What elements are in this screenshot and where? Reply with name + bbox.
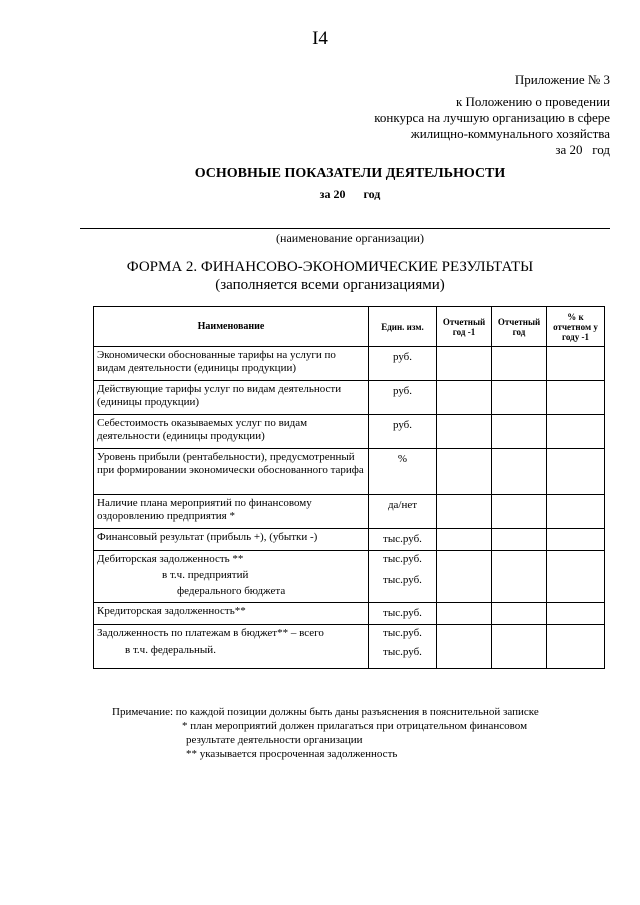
cell-report-year[interactable]: [492, 603, 547, 625]
cell-report-year[interactable]: [492, 551, 547, 603]
cell-report-year[interactable]: [492, 347, 547, 381]
organization-name-line: [80, 228, 610, 229]
cell-report-year[interactable]: [492, 381, 547, 415]
row-unit: руб.: [369, 415, 437, 449]
cell-prev-year[interactable]: [437, 529, 492, 551]
table-row: [94, 603, 605, 625]
cell-report-year[interactable]: [492, 625, 547, 669]
cell-prev-year[interactable]: [437, 415, 492, 449]
note-footnote: ** указывается просроченная задолженность: [186, 748, 398, 760]
page-number: I4: [312, 28, 328, 49]
appendix-line: за 20 год: [555, 142, 610, 157]
document-title: ОСНОВНЫЕ ПОКАЗАТЕЛИ ДЕЯТЕЛЬНОСТИ: [194, 166, 506, 181]
cell-percent[interactable]: [547, 449, 605, 495]
cell-prev-year[interactable]: [437, 603, 492, 625]
cell-prev-year[interactable]: [437, 625, 492, 669]
appendix-line: жилищно-коммунального хозяйства: [410, 126, 610, 141]
row-unit: тыс.руб.: [383, 574, 422, 586]
table-row: [94, 529, 605, 551]
cell-prev-year[interactable]: [437, 381, 492, 415]
table-header-row: [94, 307, 605, 347]
financial-results-table: [93, 306, 605, 669]
cell-prev-year[interactable]: [437, 551, 492, 603]
cell-report-year[interactable]: [492, 449, 547, 495]
row-unit: тыс.руб.: [383, 627, 422, 639]
row-unit-group: [369, 625, 437, 669]
row-name: Финансовый результат (прибыль +), (убытки -): [94, 529, 369, 551]
header-percent: % к отчетном у году -1: [547, 307, 605, 347]
organization-name-caption: (наименование организации): [276, 231, 424, 245]
cell-percent[interactable]: [547, 347, 605, 381]
row-name-group: [94, 625, 369, 669]
cell-percent[interactable]: [547, 381, 605, 415]
note-footnote: результате деятельности организации: [186, 734, 363, 746]
form-title: ФОРМА 2. ФИНАНСОВО-ЭКОНОМИЧЕСКИЕ РЕЗУЛЬТАТЫ: [126, 259, 534, 275]
table-row: [94, 495, 605, 529]
row-name: Наличие плана мероприятий по финансовому оздоровлению предприятия *: [94, 495, 369, 529]
cell-percent[interactable]: [547, 415, 605, 449]
cell-prev-year[interactable]: [437, 347, 492, 381]
row-unit: %: [369, 449, 437, 495]
cell-report-year[interactable]: [492, 529, 547, 551]
table-row: [94, 415, 605, 449]
row-unit: тыс.руб.: [383, 553, 422, 565]
appendix-title: Приложение № 3: [514, 72, 610, 87]
note-main: Примечание: по каждой позиции должны быть даны разъяснения в пояснительной записке: [112, 706, 539, 718]
header-prev-year: Отчетный год -1: [437, 307, 492, 347]
row-unit: руб.: [369, 381, 437, 415]
row-unit: да/нет: [369, 495, 437, 529]
appendix-line: к Положению о проведении: [455, 94, 610, 109]
cell-percent[interactable]: [547, 625, 605, 669]
row-name: Экономически обоснованные тарифы на услуги по видам деятельности (единицы продукции): [94, 347, 369, 381]
cell-report-year[interactable]: [492, 495, 547, 529]
cell-percent[interactable]: [547, 529, 605, 551]
row-name: Кредиторская задолженность**: [94, 603, 369, 625]
table-row: [94, 449, 605, 495]
row-name: Действующие тарифы услуг по видам деятельности (единицы продукции): [94, 381, 369, 415]
row-name: Себестоимость оказываемых услуг по видам деятельности (единицы продукции): [94, 415, 369, 449]
cell-report-year[interactable]: [492, 415, 547, 449]
row-unit: руб.: [369, 347, 437, 381]
row-name: Задолженность по платежам в бюджет** – всего: [97, 627, 324, 639]
row-subname: в т.ч. федеральный.: [125, 644, 216, 656]
note-footnote: * план мероприятий должен прилагаться при отрицательном финансовом: [182, 720, 528, 732]
cell-prev-year[interactable]: [437, 449, 492, 495]
cell-percent[interactable]: [547, 603, 605, 625]
cell-percent[interactable]: [547, 495, 605, 529]
document-year: за 20 год: [319, 187, 381, 201]
header-report-year: Отчетный год: [492, 307, 547, 347]
row-subname: федерального бюджета: [177, 585, 286, 597]
table-row: [94, 625, 605, 669]
header-unit: Един. изм.: [369, 307, 437, 347]
row-unit: тыс.руб.: [369, 603, 437, 625]
row-unit: тыс.руб.: [369, 529, 437, 551]
row-name-group: [94, 551, 369, 603]
row-unit-group: [369, 551, 437, 603]
row-unit: тыс.руб.: [383, 646, 422, 658]
row-subname: в т.ч. предприятий: [162, 569, 249, 581]
form-subtitle: (заполняется всеми организациями): [215, 277, 445, 293]
cell-percent[interactable]: [547, 551, 605, 603]
row-name: Дебиторская задолженность **: [97, 553, 244, 565]
cell-prev-year[interactable]: [437, 495, 492, 529]
appendix-line: конкурса на лучшую организацию в сфере: [374, 110, 610, 125]
table-row: [94, 551, 605, 603]
row-name: Уровень прибыли (рентабельности), предусмотренный при формировании экономически обоснованного тарифа: [94, 449, 369, 495]
table-row: [94, 381, 605, 415]
table-row: [94, 347, 605, 381]
header-name: Наименование: [94, 307, 369, 347]
